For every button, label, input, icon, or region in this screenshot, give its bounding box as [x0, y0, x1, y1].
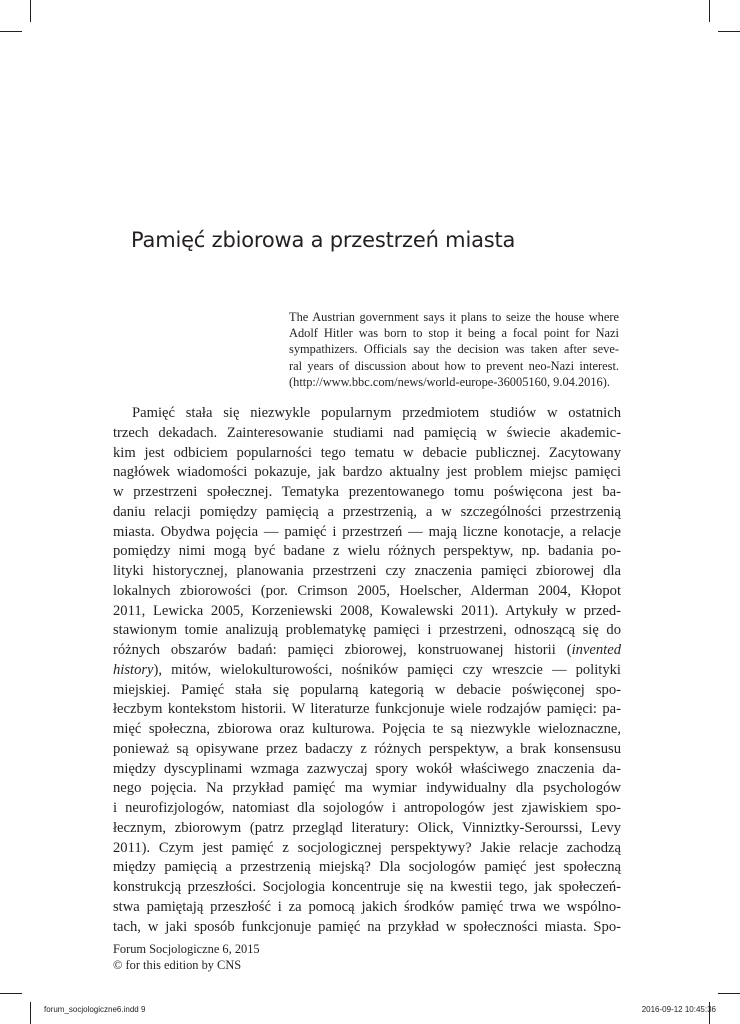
- body-line: stwa pamiętają przeszłość i za pomocą jakich środków pamięć trwa we wspólno-: [113, 898, 621, 915]
- body-line: łecznym, zbiorowym (patrz przegląd literatury: Olick, Vinniztky-Serourssi, Levy: [113, 819, 621, 836]
- italic-term: history: [113, 661, 154, 678]
- body-line: ponieważ są opisywane przez badaczy z różnych perspektyw, a brak konsensusu: [113, 740, 621, 757]
- epigraph-line: ral years of discussion about how to prevent neo-Nazi interest.: [289, 358, 619, 373]
- body-line: lityki historycznej, planowania przestrzeni czy znaczenia pamięci zbiorowej dla: [113, 563, 621, 579]
- body-line: miasta. Obydwa pojęcia — pamięć i przestrzeń — mają liczne konotacje, a relacje: [113, 523, 621, 540]
- body-line: history), mitów, wielokulturowości, nośników pamięci czy wreszcie — polityki: [113, 661, 621, 678]
- body-line: kim jest odbiciem popularności tego tematu w debacie publicznej. Zacytowany: [113, 444, 621, 461]
- crop-mark-top-left-h: [0, 31, 22, 32]
- body-line: różnych obszarów badań: pamięci zbiorowej, konstruowanej historii (invented: [113, 642, 621, 658]
- body-line: mięć społeczna, zbiorowa oraz kulturowa. Pojęcia te są niezwykle wieloznaczne,: [113, 721, 621, 737]
- body-line: 2011, Lewicka 2005, Korzeniewski 2008, Kowalewski 2011). Artykuły w przed-: [113, 602, 621, 619]
- journal-citation: Forum Socjologiczne 6, 2015: [113, 942, 260, 956]
- epigraph-source-line: (http://www.bbc.com/news/world-europe-36005160, 9.04.2016).: [289, 374, 610, 389]
- body-text: [113, 404, 621, 937]
- slug-timestamp: 2016-09-12 10:45:36: [641, 1005, 716, 1014]
- body-line: 2011). Czym jest pamięć z socjologicznej perspektywy? Jakie relacje zachodzą: [113, 839, 621, 856]
- crop-mark-bottom-right-h: [718, 993, 740, 994]
- body-line: lokalnych zbiorowości (por. Crimson 2005, Hoelscher, Alderman 2004, Kłopot: [113, 582, 621, 599]
- body-line: tach, w jaki sposób funkcjonuje pamięć na przykład w społeczności miasta. Spo-: [113, 918, 621, 935]
- body-line: między pamięcią a przestrzenią miejską? Dla socjologów pamięć jest społeczną: [113, 859, 621, 876]
- crop-mark-top-right: [709, 0, 710, 22]
- epigraph-line: The Austrian government says it plans to seize the house where: [289, 310, 619, 324]
- crop-mark-bottom-left: [30, 1002, 31, 1024]
- body-line: nagłówek wiadomości pokazuje, jak bardzo aktualny jest problem miejsc pamięci: [113, 464, 621, 481]
- copyright-notice: © for this edition by CNS: [113, 958, 242, 972]
- epigraph: [289, 309, 619, 390]
- body-line: stawionym tomie analizują problematykę pamięci i przestrzeni, odnoszącą się do: [113, 622, 621, 639]
- epigraph-line: Adolf Hitler was born to stop it being a focal point for Nazi: [289, 326, 619, 341]
- chapter-title: Pamięć zbiorowa a przestrzeń miasta: [131, 228, 516, 252]
- body-line: daniu relacji pomiędzy pamięcią a przestrzenią, a w szczególności przestrzenią: [113, 503, 621, 520]
- italic-term: invented: [571, 642, 621, 658]
- body-line: łeczbym kontekstom historii. W literaturze funkcjonuje wiele rodzajów pamięci: pa-: [113, 701, 621, 718]
- slug-filename: forum_socjologiczne6.indd 9: [44, 1005, 146, 1014]
- crop-mark-bottom-left-h: [0, 993, 22, 994]
- body-line: konstrukcją przeszłości. Socjologia koncentruje się na kwestii tego, jak społeczeń-: [113, 879, 621, 895]
- body-line: trzech dekadach. Zainteresowanie studiami nad pamięcią w świecie akademic-: [113, 424, 621, 441]
- body-line: miejskiej. Pamięć stała się popularną kategorią w debacie poświęconej spo-: [113, 681, 621, 698]
- epigraph-line: sympathizers. Officials say the decision was taken after seve-: [289, 342, 619, 357]
- body-line: i neurofizjologów, natomiast dla sojologów i antropologów jest zjawiskiem spo-: [113, 800, 621, 816]
- body-line: pomiędzy nimi mogą być badane z wielu różnych perspektyw, np. badania po-: [113, 543, 621, 560]
- body-line: nego pojęcia. Na przykład pamięć ma wymiar indywidualny dla psychologów: [113, 780, 621, 797]
- body-line: w przestrzeni społecznej. Tematyka prezentowanego tomu poświęcona jest ba-: [113, 484, 621, 500]
- crop-mark-top-left: [30, 0, 31, 22]
- body-line: między dyscyplinami wzmaga zazwyczaj spory wokół właściwego znaczenia da-: [113, 760, 621, 777]
- footer: [113, 941, 260, 973]
- crop-mark-top-right-h: [718, 31, 740, 32]
- body-line: Pamięć stała się niezwykle popularnym przedmiotem studiów w ostatnich: [132, 405, 621, 421]
